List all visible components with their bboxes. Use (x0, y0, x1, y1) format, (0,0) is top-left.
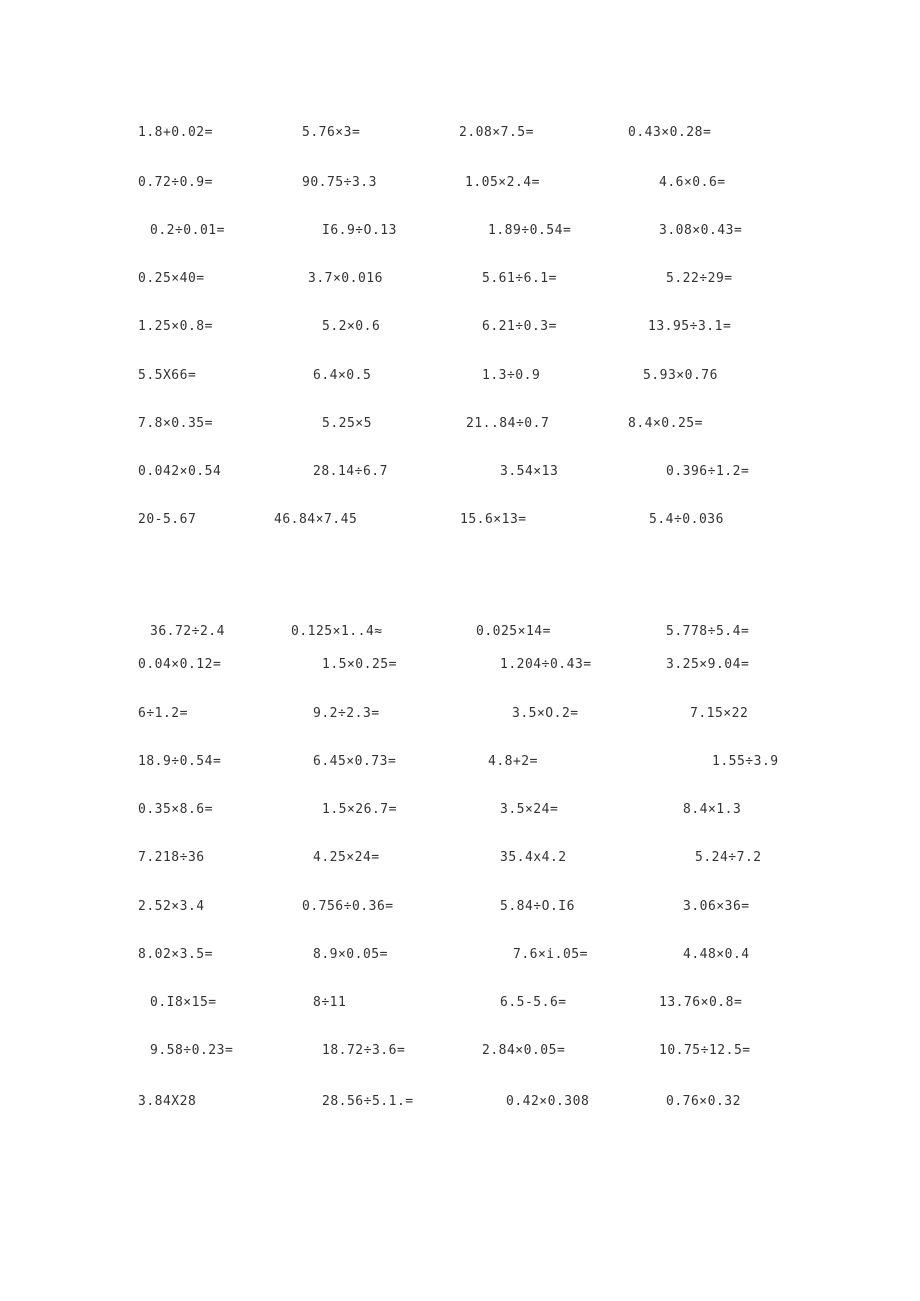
math-problem: 0.2÷0.01= (150, 223, 225, 238)
math-problem: 6.4×0.5 (313, 368, 372, 383)
math-problem: 4.8+2= (488, 754, 538, 769)
math-problem: 8.4×0.25= (628, 416, 703, 431)
math-problem: 0.396÷1.2= (666, 464, 750, 479)
math-problem: 15.6×13= (460, 512, 527, 527)
math-problem: 7.218÷36 (138, 850, 205, 865)
math-problem: 1.05×2.4= (465, 175, 540, 190)
math-problem: 8.9×0.05= (313, 947, 388, 962)
math-problem: 5.4÷0.036 (649, 512, 724, 527)
math-problem: 7.6×i.05= (513, 947, 588, 962)
math-problem: 5.778÷5.4= (666, 624, 750, 639)
math-problem: 1.5×26.7= (322, 802, 397, 817)
math-problem: 1.5×0.25= (322, 657, 397, 672)
math-problem: 0.43×0.28= (628, 125, 712, 140)
math-problem: 0.I8×15= (150, 995, 217, 1010)
math-problem: 1.8+0.02= (138, 125, 213, 140)
math-problem: 3.54×13 (500, 464, 559, 479)
math-problem: 2.84×0.05= (482, 1043, 566, 1058)
math-problem: 2.52×3.4 (138, 899, 205, 914)
math-problem: 1.204÷0.43= (500, 657, 592, 672)
math-problem: 0.42×0.308 (506, 1094, 590, 1109)
math-problem: 3.06×36= (683, 899, 750, 914)
math-problem: 13.95÷3.1= (648, 319, 732, 334)
math-problem: 1.55÷3.9 (712, 754, 779, 769)
math-problem: 5.22÷29= (666, 271, 733, 286)
math-problem: 28.14÷6.7 (313, 464, 388, 479)
math-problem: 5.25×5 (322, 416, 372, 431)
math-problem: 5.2×0.6 (322, 319, 381, 334)
math-problem: 2.08×7.5= (459, 125, 534, 140)
math-problem: 1.25×0.8= (138, 319, 213, 334)
math-problem: 9.58÷0.23= (150, 1043, 234, 1058)
math-problem: 46.84×7.45 (274, 512, 358, 527)
math-problem: 0.35×8.6= (138, 802, 213, 817)
math-problem: 0.025×14= (476, 624, 551, 639)
math-problem: 35.4x4.2 (500, 850, 567, 865)
math-problem: 18.72÷3.6= (322, 1043, 406, 1058)
math-problem: 13.76×0.8= (659, 995, 743, 1010)
math-problem: 3.25×9.04= (666, 657, 750, 672)
math-problem: 36.72÷2.4 (150, 624, 225, 639)
math-problem: 90.75÷3.3 (302, 175, 377, 190)
math-problem: 10.75÷12.5= (659, 1043, 751, 1058)
math-problem: 3.7×0.016 (308, 271, 383, 286)
math-problem: 5.24÷7.2 (695, 850, 762, 865)
math-problem: 0.042×0.54 (138, 464, 222, 479)
math-problem: 18.9÷0.54= (138, 754, 222, 769)
math-problem: 4.48×0.4 (683, 947, 750, 962)
math-problem: 8÷11 (313, 995, 347, 1010)
math-problem: 0.04×0.12= (138, 657, 222, 672)
math-problem: 5.84÷O.I6 (500, 899, 575, 914)
math-problem: 1.89÷0.54= (488, 223, 572, 238)
math-problem: 7.15×22 (690, 706, 749, 721)
math-problem: 3.84X28 (138, 1094, 197, 1109)
math-problem: 6.21÷0.3= (482, 319, 557, 334)
math-problem: 5.5X66= (138, 368, 197, 383)
math-problem: 6÷1.2= (138, 706, 188, 721)
math-problem: 0.72÷0.9= (138, 175, 213, 190)
math-problem: 1.3÷0.9 (482, 368, 541, 383)
math-problem: 8.4×1.3 (683, 802, 742, 817)
math-problem: 4.6×0.6= (659, 175, 726, 190)
math-problem: 0.25×40= (138, 271, 205, 286)
math-problem: 21..84÷0.7 (466, 416, 550, 431)
math-problem: 0.756÷0.36= (302, 899, 394, 914)
math-problem: 6.45×0.73= (313, 754, 397, 769)
math-problem: 7.8×0.35= (138, 416, 213, 431)
math-problem: 0.125×1..4≈ (291, 624, 383, 639)
math-problem: 20-5.67 (138, 512, 197, 527)
math-problem: 5.61÷6.1= (482, 271, 557, 286)
math-problem: 3.5×O.2= (512, 706, 579, 721)
math-problem: 9.2÷2.3= (313, 706, 380, 721)
math-problem: 6.5-5.6= (500, 995, 567, 1010)
math-problem: 5.93×0.76 (643, 368, 718, 383)
math-problem: 0.76×0.32 (666, 1094, 741, 1109)
math-problem: I6.9÷O.13 (322, 223, 397, 238)
math-problem: 4.25×24= (313, 850, 380, 865)
math-problem: 3.08×0.43= (659, 223, 743, 238)
math-problem: 3.5×24= (500, 802, 559, 817)
math-problem: 28.56÷5.1.= (322, 1094, 414, 1109)
math-problem: 5.76×3= (302, 125, 361, 140)
math-problem: 8.02×3.5= (138, 947, 213, 962)
